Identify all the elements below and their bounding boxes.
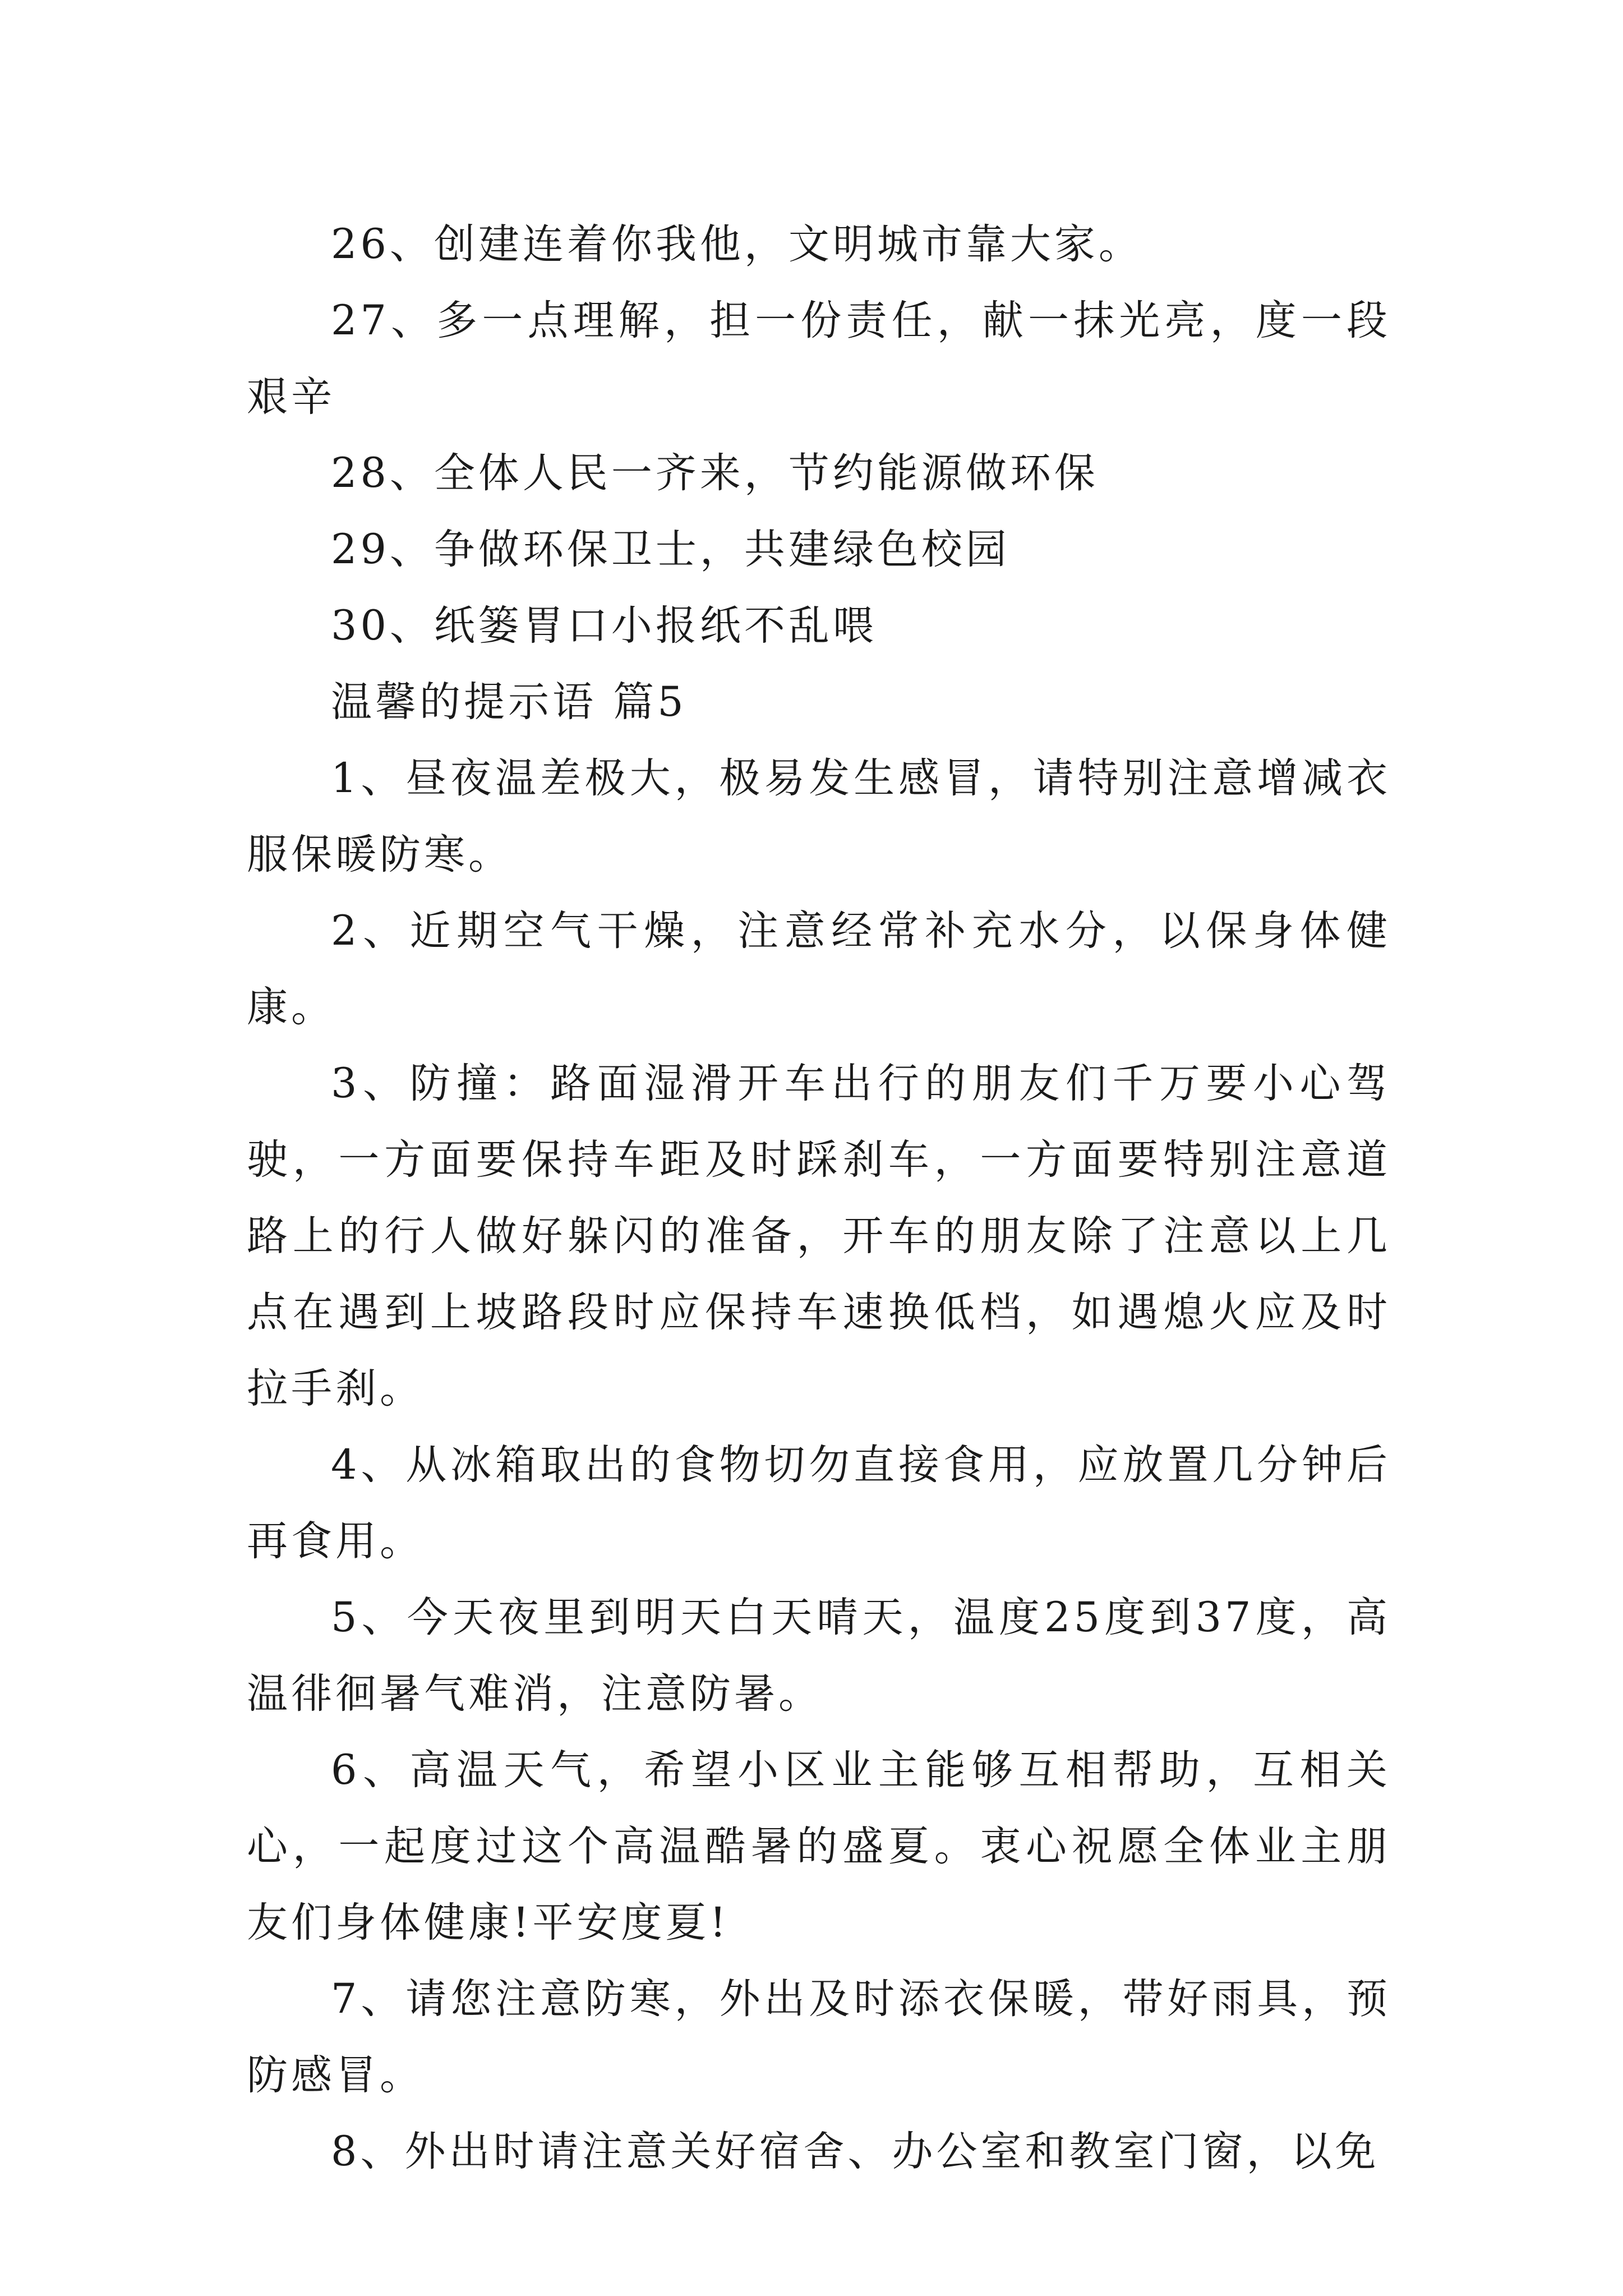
list-item-26: 26、创建连着你我他，文明城市靠大家。	[331, 220, 1143, 268]
list-item-7: 7、请您注意防寒，外出及时添衣保暖，带好雨具，预防感冒。	[247, 1975, 1391, 2099]
list-item-6: 6、高温天气，希望小区业主能够互相帮助，互相关心，一起度过这个高温酷暑的盛夏。衷心祝愿全体业主朋友们身体健康!平安度夏!	[247, 1746, 1391, 1947]
list-item-5: 5、今天夜里到明天白天晴天，温度25度到37度，高温徘徊暑气难消，注意防暑。	[247, 1594, 1391, 1718]
list-item-30: 30、纸篓胃口小报纸不乱喂	[331, 602, 877, 650]
list-item-29: 29、争做环保卫士，共建绿色校园	[331, 526, 1010, 573]
list-item-8: 8、外出时请注意关好宿舍、办公室和教室门窗，以免	[331, 2128, 1380, 2175]
list-item-28: 28、全体人民一齐来，节约能源做环保	[331, 449, 1099, 497]
list-item-27: 27、多一点理解，担一份责任，献一抹光亮，度一段艰辛	[247, 297, 1391, 421]
list-item-2: 2、近期空气干燥，注意经常补充水分，以保身体健康。	[247, 907, 1391, 1031]
section-title: 温馨的提示语 篇5	[331, 678, 687, 726]
document-body	[247, 206, 1391, 2190]
list-item-1: 1、昼夜温差极大，极易发生感冒，请特别注意增减衣服保暖防寒。	[247, 754, 1391, 878]
list-item-3: 3、防撞：路面湿滑开车出行的朋友们千万要小心驾驶，一方面要保持车距及时踩刹车，一方面要特别注意道路上的行人做好躲闪的准备，开车的朋友除了注意以上几点在遇到上坡路段时应保持车速换低档，如遇熄火应及时拉手刹。	[247, 1060, 1391, 1412]
list-item-4: 4、从冰箱取出的食物切勿直接食用，应放置几分钟后再食用。	[247, 1441, 1391, 1565]
